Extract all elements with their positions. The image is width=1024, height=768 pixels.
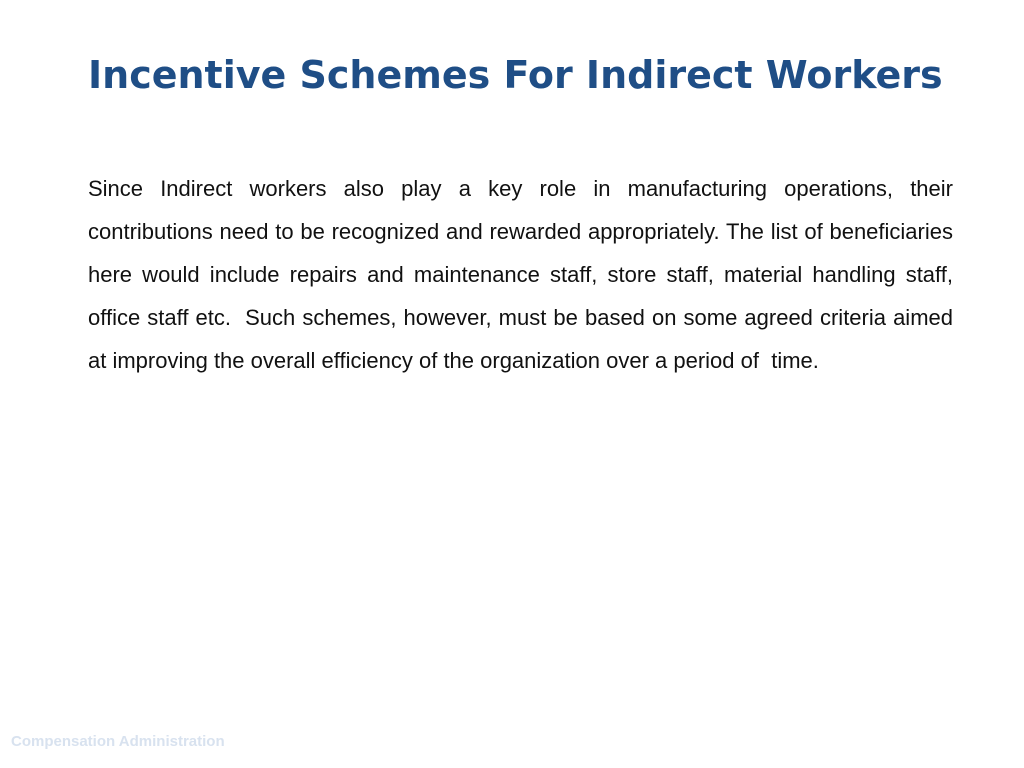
slide-title: Incentive Schemes For Indirect Workers [88,53,943,97]
slide-footer: Compensation Administration [11,733,225,750]
slide-body-text: Since Indirect workers also play a key role in manufacturing operations, their contributions need to be recognized and rewarded appropriately. The list of beneficiaries here would include repairs and maintenance staff, store staff, material handling staff, office staff etc. Such schemes, however, must be based on some agreed criteria aimed at improving the overall efficiency of the organization over a period of time. [88,176,960,373]
